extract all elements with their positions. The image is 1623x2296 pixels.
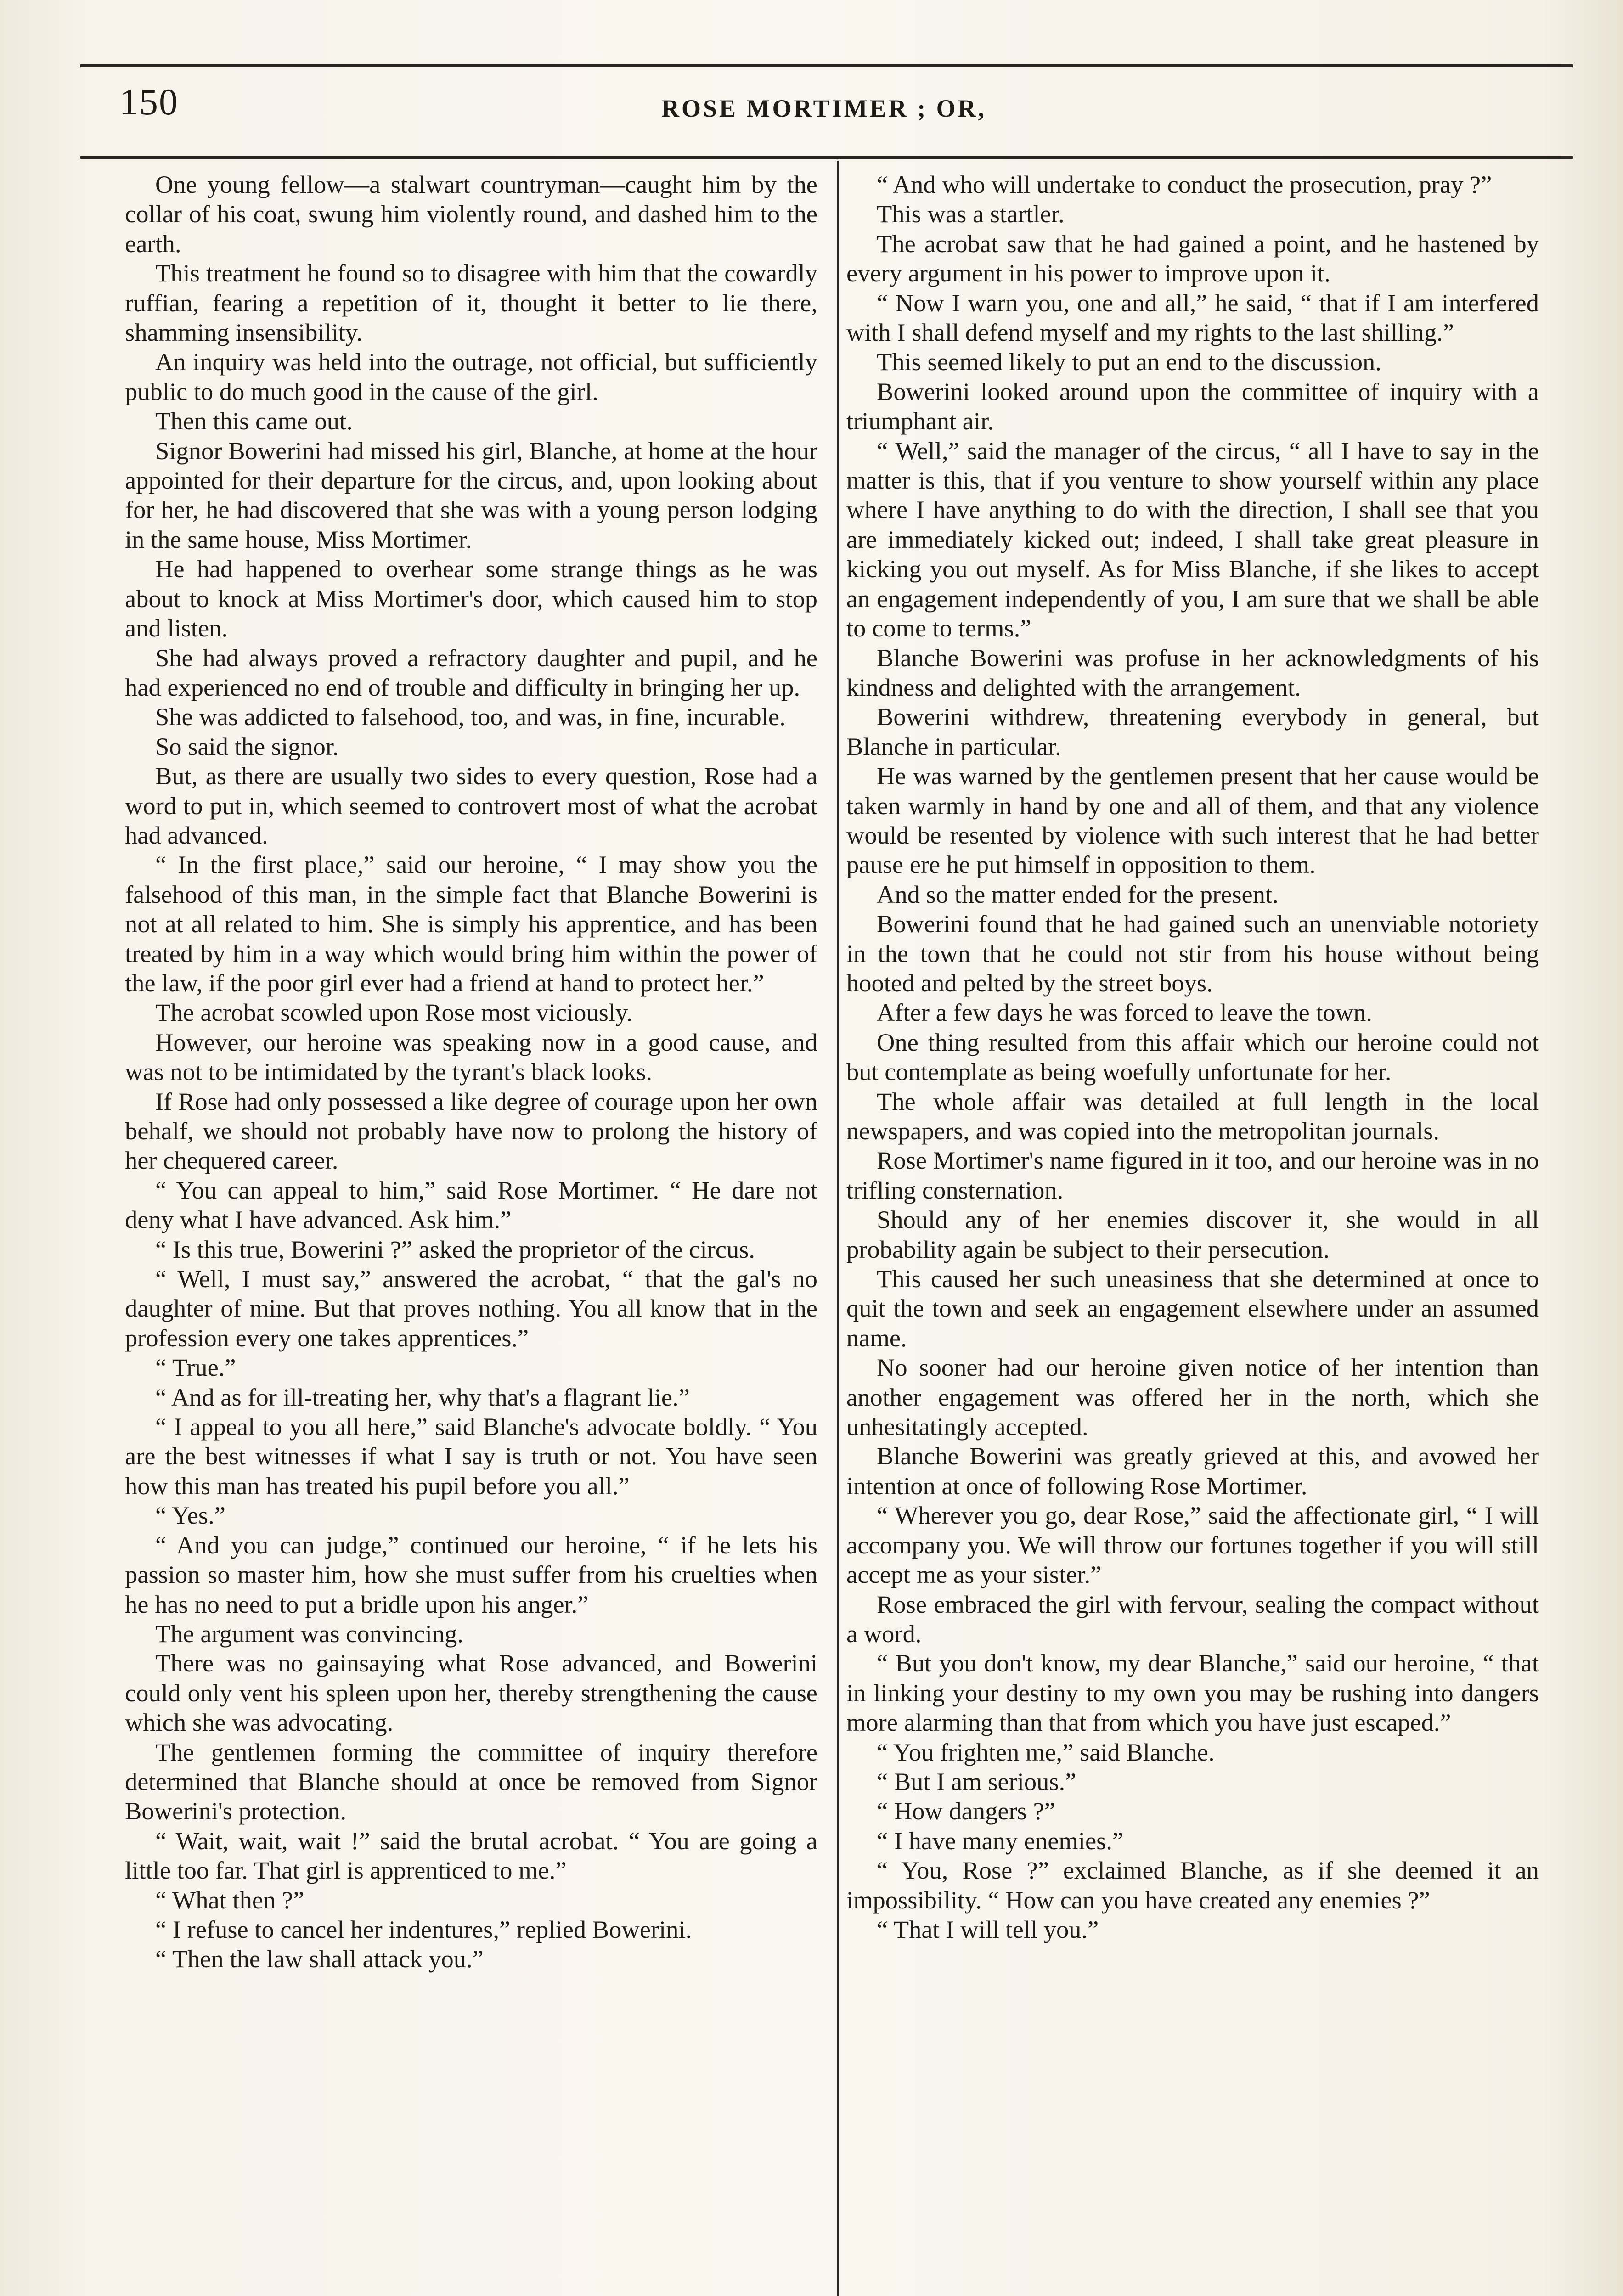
- paragraph: The gentlemen forming the committee of inquiry therefore determined that Blanche should at once be removed from Signor Bowerini's protection.: [125, 1738, 817, 1825]
- paragraph: “ I refuse to cancel her indentures,” replied Bowerini.: [155, 1915, 692, 1943]
- paragraph: Bowerini found that he had gained such an unenviable notoriety in the town that he could not stir from his house without being hooted and pelted by the street boys.: [846, 910, 1539, 997]
- paragraph: Bowerini looked around upon the committee of inquiry with a triumphant air.: [846, 377, 1539, 435]
- paragraph: “ That I will tell you.”: [877, 1915, 1099, 1943]
- paragraph: This seemed likely to put an end to the discussion.: [877, 348, 1381, 376]
- paragraph: He had happened to overhear some strange things as he was about to knock at Miss Mortimer's door, which caused him to stop and listen.: [125, 555, 817, 642]
- paragraph: Blanche Bowerini was profuse in her acknowledgments of his kindness and delighted with the arrangement.: [846, 643, 1539, 701]
- paragraph: And so the matter ended for the present.: [877, 880, 1279, 908]
- paragraph: She was addicted to falsehood, too, and was, in fine, incurable.: [155, 703, 786, 731]
- paragraph: “ What then ?”: [155, 1885, 304, 1914]
- paragraph: “ Wherever you go, dear Rose,” said the affectionate girl, “ I will accompany you. We will throw our fortunes together if you will still accept me as your sister.”: [846, 1501, 1539, 1589]
- paragraph: “ I have many enemies.”: [877, 1826, 1124, 1855]
- paragraph: “ Well, I must say,” answered the acrobat, “ that the gal's no daughter of mine. But that proves nothing. You all know that in the profession every one takes apprentices.”: [125, 1265, 817, 1352]
- paragraph: “ True.”: [155, 1353, 236, 1382]
- paragraph: “ You, Rose ?” exclaimed Blanche, as if she deemed it an impossibility. “ How can you have created any enemies ?”: [846, 1856, 1539, 1914]
- paragraph: “ Well,” said the manager of the circus, “ all I have to say in the matter is this, that if you venture to show yourself within any place where I have anything to do with the direction, I shall see that you are immediately kicked out; indeed, I shall take great pleasure in kicking you out myself. As for Miss Blanche, if she likes to accept an engagement independently of you, I am sure that we shall be able to come to terms.”: [846, 436, 1539, 642]
- paragraph: Should any of her enemies discover it, she would in all probability again be subject to their persecution.: [846, 1205, 1539, 1263]
- paragraph: There was no gainsaying what Rose advanced, and Bowerini could only vent his spleen upon her, thereby strengthening the cause which she was advocating.: [125, 1649, 817, 1737]
- paragraph: “ You can appeal to him,” said Rose Mortimer. “ He dare not deny what I have advanced. Ask him.”: [125, 1176, 817, 1234]
- paragraph: “ And who will undertake to conduct the prosecution, pray ?”: [877, 170, 1492, 198]
- paragraph: “ In the first place,” said our heroine, “ I may show you the falsehood of this man, in the simple fact that Blanche Bowerini is not at all related to him. She is simply his apprentice, and has been treated by him in a way which would bring him within the power of the law, if the poor girl ever had a friend at hand to protect her.”: [125, 850, 817, 997]
- paragraph: This was a startler.: [877, 200, 1065, 228]
- paragraph: “ How dangers ?”: [877, 1797, 1055, 1825]
- paragraph: One thing resulted from this affair which our heroine could not but contemplate as being woefully unfortunate for her.: [846, 1028, 1539, 1086]
- paragraph: An inquiry was held into the outrage, not official, but sufficiently public to do much good in the cause of the girl.: [125, 348, 817, 405]
- paragraph: However, our heroine was speaking now in a good cause, and was not to be intimidated by the tyrant's black looks.: [125, 1028, 817, 1086]
- paragraph: “ And as for ill-treating her, why that's a flagrant lie.”: [155, 1383, 690, 1411]
- paragraph: The argument was convincing.: [155, 1619, 463, 1648]
- paragraph: “ I appeal to you all here,” said Blanche's advocate boldly. “ You are the best witnesses if what I say is truth or not. You have seen how this man has treated his pupil before you all.”: [125, 1412, 817, 1500]
- paragraph: “ Is this true, Bowerini ?” asked the proprietor of the circus.: [155, 1235, 755, 1263]
- paragraph: “ You frighten me,” said Blanche.: [877, 1738, 1215, 1766]
- top-rule: [80, 64, 1573, 67]
- header-rule: [80, 156, 1573, 159]
- paragraph: The whole affair was detailed at full length in the local newspapers, and was copied into the metropolitan journals.: [846, 1087, 1539, 1145]
- paragraph: He was warned by the gentlemen present that her cause would be taken warmly in hand by one and all of them, and that any violence would be resented by violence with such interest that he had better pause ere he put himself in opposition to them.: [846, 762, 1539, 879]
- paragraph: She had always proved a refractory daughter and pupil, and he had experienced no end of trouble and difficulty in bringing her up.: [125, 643, 817, 701]
- paragraph: Signor Bowerini had missed his girl, Blanche, at home at the hour appointed for their departure for the circus, and, upon looking about for her, he had discovered that she was with a young person lodging in the same house, Miss Mortimer.: [125, 436, 817, 553]
- paragraph: If Rose had only possessed a like degree of courage upon her own behalf, we should not probably have now to prolong the history of her chequered career.: [125, 1087, 817, 1175]
- paragraph: “ And you can judge,” continued our heroine, “ if he lets his passion so master him, how she must suffer from his cruelties when he has no need to put a bridle upon his anger.”: [125, 1531, 817, 1618]
- paragraph: “ But you don't know, my dear Blanche,” said our heroine, “ that in linking your destiny to my own you may be rushing into dangers more alarming than that from which you have just escaped.”: [846, 1649, 1539, 1737]
- paragraph: No sooner had our heroine given notice of her intention than another engagement was offered her in the north, which she unhesitatingly accepted.: [846, 1353, 1539, 1441]
- paragraph: “ Yes.”: [155, 1501, 225, 1530]
- paragraph: Blanche Bowerini was greatly grieved at this, and avowed her intention at once of following Rose Mortimer.: [846, 1442, 1539, 1500]
- paragraph: This treatment he found so to disagree with him that the cowardly ruffian, fearing a repetition of it, thought it better to lie there, shamming insensibility.: [125, 259, 817, 347]
- paragraph: The acrobat scowled upon Rose most viciously.: [155, 998, 633, 1027]
- paragraph: But, as there are usually two sides to every question, Rose had a word to put in, which seemed to controvert most of what the acrobat had advanced.: [125, 762, 817, 849]
- paragraph: The acrobat saw that he had gained a point, and he hastened by every argument in his power to improve upon it.: [846, 229, 1539, 287]
- right-column: [846, 170, 1539, 2296]
- paragraph: So said the signor.: [155, 732, 339, 760]
- paragraph: “ But I am serious.”: [877, 1767, 1076, 1795]
- paragraph: Then this came out.: [155, 407, 353, 435]
- left-column: [125, 170, 817, 2296]
- paragraph: “ Wait, wait, wait !” said the brutal acrobat. “ You are going a little too far. That girl is apprenticed to me.”: [125, 1826, 817, 1885]
- paragraph: Rose embraced the girl with fervour, sealing the compact without a word.: [846, 1590, 1539, 1648]
- paragraph: “ Now I warn you, one and all,” he said, “ that if I am interfered with I shall defend myself and my rights to the last shilling.”: [846, 288, 1539, 347]
- page-number: 150: [119, 81, 179, 123]
- paragraph: Rose Mortimer's name figured in it too, and our heroine was in no trifling consternation.: [846, 1146, 1539, 1204]
- paragraph: After a few days he was forced to leave the town.: [877, 998, 1372, 1027]
- paragraph: “ Then the law shall attack you.”: [155, 1945, 484, 1973]
- paragraph: This caused her such uneasiness that she determined at once to quit the town and seek an engagement elsewhere under an assumed name.: [846, 1265, 1539, 1352]
- paragraph: One young fellow—a stalwart countryman—caught him by the collar of his coat, swung him violently round, and dashed him to the earth.: [125, 170, 817, 258]
- column-divider: [837, 161, 839, 2296]
- running-head: ROSE MORTIMER ; OR,: [661, 95, 987, 122]
- paragraph: Bowerini withdrew, threatening everybody in general, but Blanche in particular.: [846, 703, 1539, 760]
